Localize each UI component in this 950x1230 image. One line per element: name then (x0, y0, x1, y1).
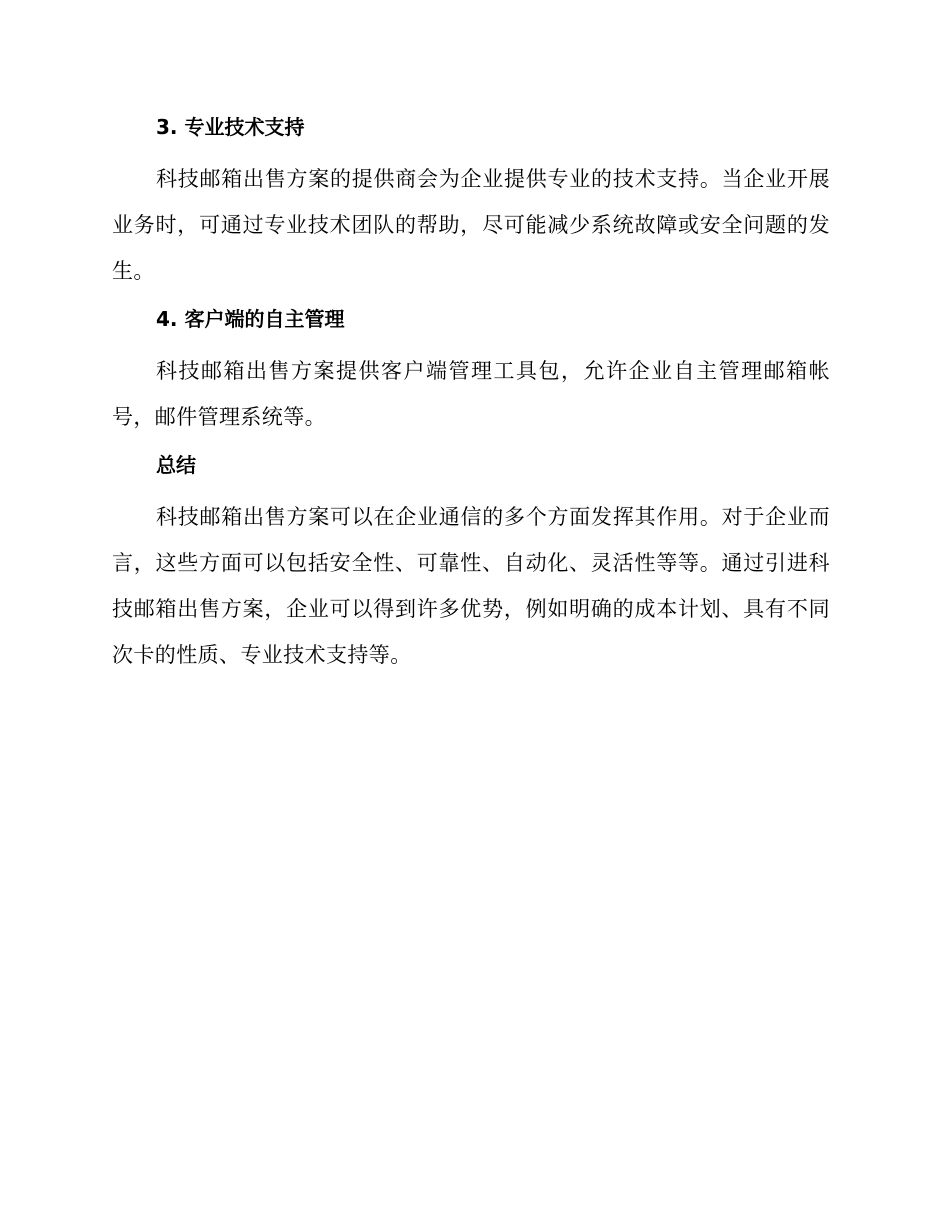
section-heading-tech-support: 3. 专业技术支持 (156, 115, 305, 139)
section-paragraph-client-management: 科技邮箱出售方案提供客户端管理工具包，允许企业自主管理邮箱帐号，邮件管理系统等。 (112, 359, 830, 429)
section-paragraph-tech-support: 科技邮箱出售方案的提供商会为企业提供专业的技术支持。当企业开展业务时，可通过专业技术团队的帮助，尽可能减少系统故障或安全问题的发生。 (112, 167, 830, 283)
section-heading-summary: 总结 (156, 453, 196, 477)
section-heading-client-management: 4. 客户端的自主管理 (156, 307, 345, 331)
document-body (112, 110, 830, 678)
section-paragraph-summary: 科技邮箱出售方案可以在企业通信的多个方面发挥其作用。对于企业而言，这些方面可以包括安全性、可靠性、自动化、灵活性等等。通过引进科技邮箱出售方案，企业可以得到许多优势，例如明确的成本计划、具有不同次卡的性质、专业技术支持等。 (112, 505, 830, 667)
